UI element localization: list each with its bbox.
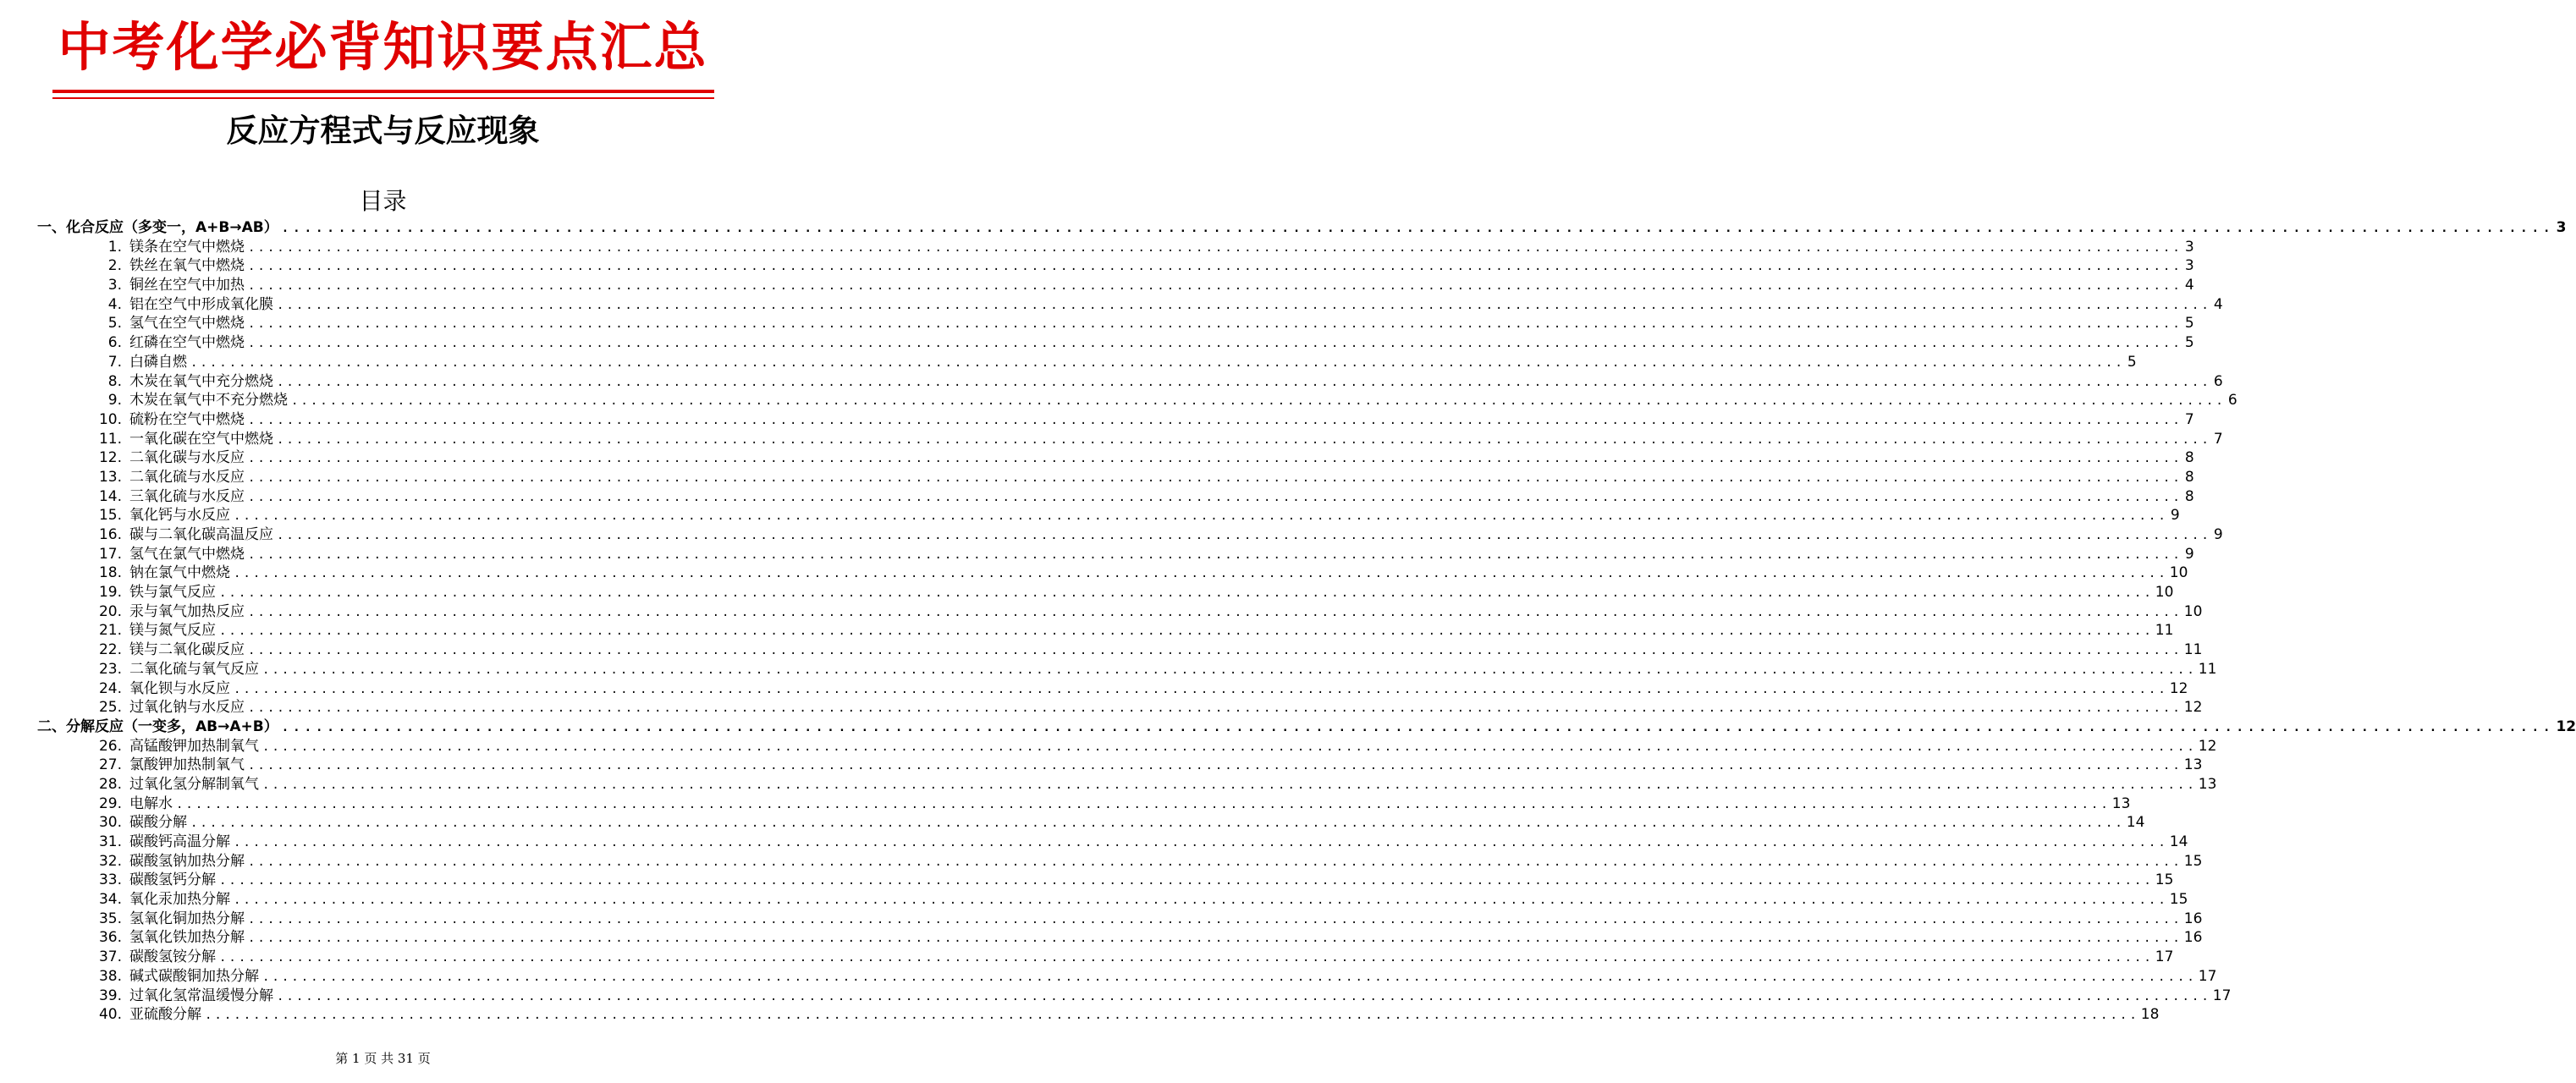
toc-leader-dots: ........................................................................................................................................................................................................ <box>248 701 2182 716</box>
document-subtitle: 反应方程式与反应现象 <box>226 113 540 149</box>
toc-leader-dots: ........................................................................................................................................................................................................ <box>219 586 2154 601</box>
toc-entry-label: 白磷自燃 <box>129 353 187 371</box>
toc-page-number: 10 <box>2183 602 2203 620</box>
toc-leader-dots: ........................................................................................................................................................................................................ <box>248 279 2182 294</box>
toc-leader-dots: ........................................................................................................................................................................................................ <box>234 567 2168 581</box>
toc-leader-dots: ........................................................................................................................................................................................................ <box>277 432 2211 447</box>
page-footer: 第 1 页 共 31 页 <box>335 1051 431 1066</box>
toc-page-number: 5 <box>2184 315 2194 333</box>
toc-entry-label: 铁与氯气反应 <box>129 584 216 602</box>
toc-page-number: 12 <box>2169 679 2188 697</box>
toc-entry-number: 39. <box>98 987 122 1004</box>
toc-entry[interactable] <box>37 353 2137 372</box>
toc-page-number: 13 <box>2198 775 2217 793</box>
toc-entry[interactable] <box>37 256 2194 276</box>
toc-entry-label: 氢氧化铜加热分解 <box>129 910 245 927</box>
toc-page-number: 17 <box>2155 948 2174 966</box>
toc-page-number: 13 <box>2183 756 2203 774</box>
toc-entry-label: 氧化钙与水反应 <box>129 507 230 525</box>
toc-entry-label: 碳与二氧化碳高温反应 <box>129 526 273 543</box>
toc-leader-dots: ........................................................................................................................................................................................................ <box>248 759 2182 773</box>
toc-page-number: 3 <box>2184 238 2194 256</box>
toc-page-number: 9 <box>2213 526 2223 543</box>
toc-page-number: 14 <box>2169 833 2188 850</box>
toc-entry-label: 二氧化硫与氧气反应 <box>129 660 259 678</box>
toc-entry-number: 28. <box>98 775 122 793</box>
toc-entry-number: 33. <box>98 871 122 889</box>
toc-leader-dots: ........................................................................................................................................................................................................ <box>234 682 2168 696</box>
toc-page-number: 5 <box>2184 334 2194 352</box>
toc-entry-number: 23. <box>98 660 122 678</box>
toc-entry[interactable] <box>37 295 2223 315</box>
toc-entry-number: 5. <box>107 315 122 333</box>
toc-heading: 目录 <box>359 187 407 215</box>
toc-entry-label: 汞与氧气加热反应 <box>129 602 245 620</box>
toc-entry-number: 35. <box>98 910 122 927</box>
toc-entry[interactable] <box>37 813 2145 833</box>
toc-page-number: 12 <box>2198 737 2217 755</box>
toc-entry-number: 3. <box>107 277 122 294</box>
toc-leader-dots: ........................................................................................................................................................................................................ <box>248 452 2182 466</box>
toc-entry-label: 木炭在氧气中不充分燃烧 <box>129 392 288 410</box>
toc-leader-dots: ........................................................................................................................................................................................................ <box>281 720 2555 734</box>
toc-entry-label: 镁与二氧化碳反应 <box>129 641 245 659</box>
toc-entry[interactable] <box>37 756 2203 775</box>
toc-page-number: 7 <box>2213 430 2223 448</box>
toc-entry-number: 20. <box>98 602 122 620</box>
toc-entry-number: 29. <box>98 794 122 812</box>
toc-leader-dots: ........................................................................................................................................................................................................ <box>248 547 2182 562</box>
toc-entry[interactable] <box>37 410 2194 430</box>
toc-entry-label: 过氧化氢常温缓慢分解 <box>129 987 273 1004</box>
toc-entry-label: 镁条在空气中燃烧 <box>129 238 245 256</box>
toc-entry[interactable] <box>37 468 2194 487</box>
toc-entry[interactable] <box>37 871 2174 890</box>
toc-leader-dots: ........................................................................................................................................................................................................ <box>234 509 2168 524</box>
toc-entry[interactable] <box>37 948 2174 967</box>
toc-entry-number: 34. <box>98 891 122 909</box>
toc-page-number: 6 <box>2213 372 2223 390</box>
toc-entry[interactable] <box>37 276 2194 295</box>
toc-leader-dots: ........................................................................................................................................................................................................ <box>248 240 2182 255</box>
toc-entry[interactable] <box>37 391 2237 410</box>
toc-entry[interactable] <box>37 602 2203 622</box>
toc-entry-label: 电解水 <box>129 794 173 812</box>
toc-entry-label: 碱式碳酸铜加热分解 <box>129 967 259 985</box>
toc-entry-number: 10. <box>98 410 122 428</box>
toc-entry-label: 氧化钡与水反应 <box>129 679 230 697</box>
toc-entry-number: 25. <box>98 699 122 717</box>
toc-leader-dots: ........................................................................................................................................................................................................ <box>277 375 2211 389</box>
toc-leader-dots: ........................................................................................................................................................................................................ <box>190 355 2125 370</box>
toc-entry[interactable] <box>37 487 2194 507</box>
toc-leader-dots: ........................................................................................................................................................................................................ <box>277 529 2211 542</box>
toc-entry-number: 13. <box>98 468 122 486</box>
toc-page-number: 15 <box>2169 891 2188 909</box>
toc-page-number: 4 <box>2184 277 2194 294</box>
toc-leader-dots: ........................................................................................................................................................................................................ <box>248 260 2182 274</box>
toc-entry-label: 铝在空气中形成氧化膜 <box>129 295 273 313</box>
toc-entry-label: 红磷在空气中燃烧 <box>129 334 245 352</box>
toc-leader-dots: ........................................................................................................................................................................................................ <box>248 317 2182 332</box>
toc-entry-number: 31. <box>98 833 122 850</box>
toc-entry[interactable] <box>37 448 2194 468</box>
toc-leader-dots: ........................................................................................................................................................................................................ <box>281 222 2555 235</box>
toc-leader-dots: ........................................................................................................................................................................................................ <box>248 605 2182 619</box>
toc-entry[interactable] <box>37 660 2217 679</box>
toc-entry-number: 11. <box>98 430 122 448</box>
toc-page-number: 9 <box>2170 507 2180 525</box>
toc-entry-label: 三氧化硫与水反应 <box>129 487 245 505</box>
toc-entry[interactable] <box>37 430 2223 449</box>
toc-section-label: 一、化合反应（多变一，A+B→AB） <box>37 219 278 236</box>
toc-entry-label: 氯酸钾加热制氧气 <box>129 756 245 774</box>
toc-entry-label: 二氧化硫与水反应 <box>129 468 245 486</box>
toc-entry-label: 碳酸钙高温分解 <box>129 833 230 850</box>
toc-entry-number: 18. <box>98 564 122 582</box>
toc-leader-dots: ........................................................................................................................................................................................................ <box>262 739 2197 754</box>
toc-page-number: 12 <box>2183 699 2203 717</box>
toc-entry[interactable] <box>37 967 2217 987</box>
toc-leader-dots: ........................................................................................................................................................................................................ <box>277 298 2211 312</box>
toc-entry-label: 碳酸氢铵分解 <box>129 948 216 966</box>
toc-leader-dots: ........................................................................................................................................................................................................ <box>277 989 2211 1003</box>
toc-entry[interactable] <box>37 852 2203 871</box>
toc-entry-label: 碳酸分解 <box>129 814 187 832</box>
toc-entry-label: 过氧化氢分解制氧气 <box>129 775 259 793</box>
toc-entry-number: 2. <box>107 257 122 275</box>
toc-entry-number: 21. <box>98 622 122 640</box>
toc-page-number: 15 <box>2155 871 2174 889</box>
toc-entry-number: 9. <box>107 392 122 410</box>
toc-entry[interactable] <box>37 833 2188 852</box>
toc-entry-number: 15. <box>98 507 122 525</box>
toc-leader-dots: ........................................................................................................................................................................................................ <box>262 970 2197 984</box>
toc-leader-dots: ........................................................................................................................................................................................................ <box>248 644 2182 658</box>
toc-page-number: 13 <box>2111 794 2131 812</box>
toc-entry[interactable] <box>37 737 2217 756</box>
toc-leader-dots: ........................................................................................................................................................................................................ <box>248 337 2182 351</box>
toc-entry-number: 17. <box>98 545 122 563</box>
toc-entry[interactable] <box>37 506 2180 525</box>
toc-entry-number: 40. <box>98 1006 122 1024</box>
toc-entry[interactable] <box>37 890 2188 910</box>
toc-entry-number: 14. <box>98 487 122 505</box>
toc-entry[interactable] <box>37 698 2203 717</box>
toc-entry-number: 27. <box>98 756 122 774</box>
toc-leader-dots: ........................................................................................................................................................................................................ <box>205 1009 2139 1023</box>
toc-entry-number: 26. <box>98 737 122 755</box>
toc-entry[interactable] <box>37 987 2232 1006</box>
toc-entry-number: 32. <box>98 852 122 870</box>
toc-leader-dots: ........................................................................................................................................................................................................ <box>248 470 2182 485</box>
toc-leader-dots: ........................................................................................................................................................................................................ <box>219 874 2154 888</box>
toc-entry[interactable] <box>37 563 2188 583</box>
toc-leader-dots: ........................................................................................................................................................................................................ <box>190 816 2125 831</box>
toc-entry-label: 硫粉在空气中燃烧 <box>129 410 245 428</box>
toc-entry-label: 亚硫酸分解 <box>129 1006 201 1024</box>
toc-entry-number: 37. <box>98 948 122 966</box>
toc-page-number: 4 <box>2213 295 2223 313</box>
toc-entry[interactable] <box>37 775 2217 794</box>
toc-entry[interactable] <box>37 333 2194 353</box>
toc-entry[interactable] <box>37 372 2223 392</box>
toc-page-number: 18 <box>2140 1006 2160 1024</box>
toc-entry-number: 36. <box>98 929 122 947</box>
toc-entry-number: 6. <box>107 334 122 352</box>
toc-leader-dots: ........................................................................................................................................................................................................ <box>248 912 2182 926</box>
toc-page-number: 11 <box>2155 622 2174 640</box>
toc-leader-dots: ........................................................................................................................................................................................................ <box>248 413 2182 427</box>
toc-leader-dots: ........................................................................................................................................................................................................ <box>248 932 2182 946</box>
toc-entry-label: 二氧化碳与水反应 <box>129 449 245 467</box>
toc-leader-dots: ........................................................................................................................................................................................................ <box>219 624 2154 639</box>
toc-entry-label: 氧化汞加热分解 <box>129 891 230 909</box>
toc-entry[interactable] <box>37 314 2194 333</box>
toc-leader-dots: ........................................................................................................................................................................................................ <box>219 951 2154 965</box>
toc-entry-label: 氢气在空气中燃烧 <box>129 315 245 333</box>
toc-entry[interactable] <box>37 545 2194 564</box>
toc-entry-label: 铁丝在氧气中燃烧 <box>129 257 245 275</box>
toc-page-number: 9 <box>2184 545 2194 563</box>
toc-entry-number: 7. <box>107 353 122 371</box>
toc-entry-number: 24. <box>98 679 122 697</box>
toc-leader-dots: ........................................................................................................................................................................................................ <box>291 394 2226 409</box>
toc-leader-dots: ........................................................................................................................................................................................................ <box>176 797 2111 811</box>
toc-leader-dots: ........................................................................................................................................................................................................ <box>248 855 2182 869</box>
toc-entry[interactable] <box>37 238 2194 257</box>
toc-page-number: 6 <box>2227 392 2237 410</box>
title-rule-thick <box>52 90 714 93</box>
toc-entry-label: 过氧化钠与水反应 <box>129 699 245 717</box>
toc-entry-label: 铜丝在空气中加热 <box>129 277 245 294</box>
toc-leader-dots: ........................................................................................................................................................................................................ <box>234 893 2168 908</box>
toc-entry-number: 38. <box>98 967 122 985</box>
toc-page-number: 16 <box>2183 929 2203 947</box>
table-of-contents <box>37 218 2576 1025</box>
toc-page-number: 8 <box>2184 468 2194 486</box>
toc-entry[interactable] <box>37 621 2174 640</box>
toc-page-number: 16 <box>2183 910 2203 927</box>
toc-leader-dots: ........................................................................................................................................................................................................ <box>234 836 2168 849</box>
toc-page-number: 15 <box>2183 852 2203 870</box>
toc-entry-number: 30. <box>98 814 122 832</box>
toc-entry[interactable] <box>37 583 2174 602</box>
toc-section-entry[interactable] <box>37 717 2576 737</box>
toc-entry-number: 16. <box>98 526 122 543</box>
toc-page-number: 3 <box>2556 219 2567 236</box>
toc-entry-number: 22. <box>98 641 122 659</box>
toc-entry-label: 碳酸氢钠加热分解 <box>129 852 245 870</box>
toc-entry-label: 钠在氯气中燃烧 <box>129 564 230 582</box>
toc-entry-label: 一氧化碳在空气中燃烧 <box>129 430 273 448</box>
toc-entry[interactable] <box>37 910 2203 929</box>
document-title: 中考化学必背知识要点汇总 <box>58 16 708 78</box>
toc-entry[interactable] <box>37 928 2203 948</box>
toc-page-number: 7 <box>2184 410 2194 428</box>
toc-page-number: 10 <box>2155 584 2174 602</box>
toc-entry[interactable] <box>37 1005 2160 1025</box>
title-rule-thin <box>52 97 714 99</box>
toc-entry-label: 氢氧化铁加热分解 <box>129 929 245 947</box>
toc-page-number: 17 <box>2198 967 2217 985</box>
toc-page-number: 14 <box>2126 814 2145 832</box>
toc-entry[interactable] <box>37 794 2131 814</box>
toc-entry-label: 高锰酸钾加热制氧气 <box>129 737 259 755</box>
toc-entry-number: 1. <box>107 238 122 256</box>
toc-entry[interactable] <box>37 525 2223 545</box>
toc-entry-label: 氢气在氯气中燃烧 <box>129 545 245 563</box>
toc-page-number: 11 <box>2183 641 2203 659</box>
toc-leader-dots: ........................................................................................................................................................................................................ <box>248 490 2182 504</box>
toc-entry-label: 镁与氮气反应 <box>129 622 216 640</box>
toc-entry-number: 12. <box>98 449 122 467</box>
toc-page-number: 5 <box>2127 353 2137 371</box>
toc-page-number: 12 <box>2556 717 2576 735</box>
toc-page-number: 8 <box>2184 449 2194 467</box>
toc-entry[interactable] <box>37 640 2203 660</box>
toc-page-number: 17 <box>2212 987 2232 1004</box>
toc-page-number: 11 <box>2198 660 2217 678</box>
toc-page-number: 10 <box>2169 564 2188 582</box>
toc-entry-number: 4. <box>107 295 122 313</box>
toc-entry-number: 19. <box>98 584 122 602</box>
toc-leader-dots: ........................................................................................................................................................................................................ <box>262 662 2197 677</box>
toc-leader-dots: ........................................................................................................................................................................................................ <box>262 778 2197 792</box>
toc-entry-label: 木炭在氧气中充分燃烧 <box>129 372 273 390</box>
toc-entry-number: 8. <box>107 372 122 390</box>
toc-section-entry[interactable] <box>37 218 2567 238</box>
toc-page-number: 3 <box>2184 257 2194 275</box>
toc-entry[interactable] <box>37 679 2188 699</box>
toc-entry-label: 碳酸氢钙分解 <box>129 871 216 889</box>
toc-section-label: 二、分解反应（一变多，AB→A+B） <box>37 717 278 735</box>
toc-page-number: 8 <box>2184 487 2194 505</box>
